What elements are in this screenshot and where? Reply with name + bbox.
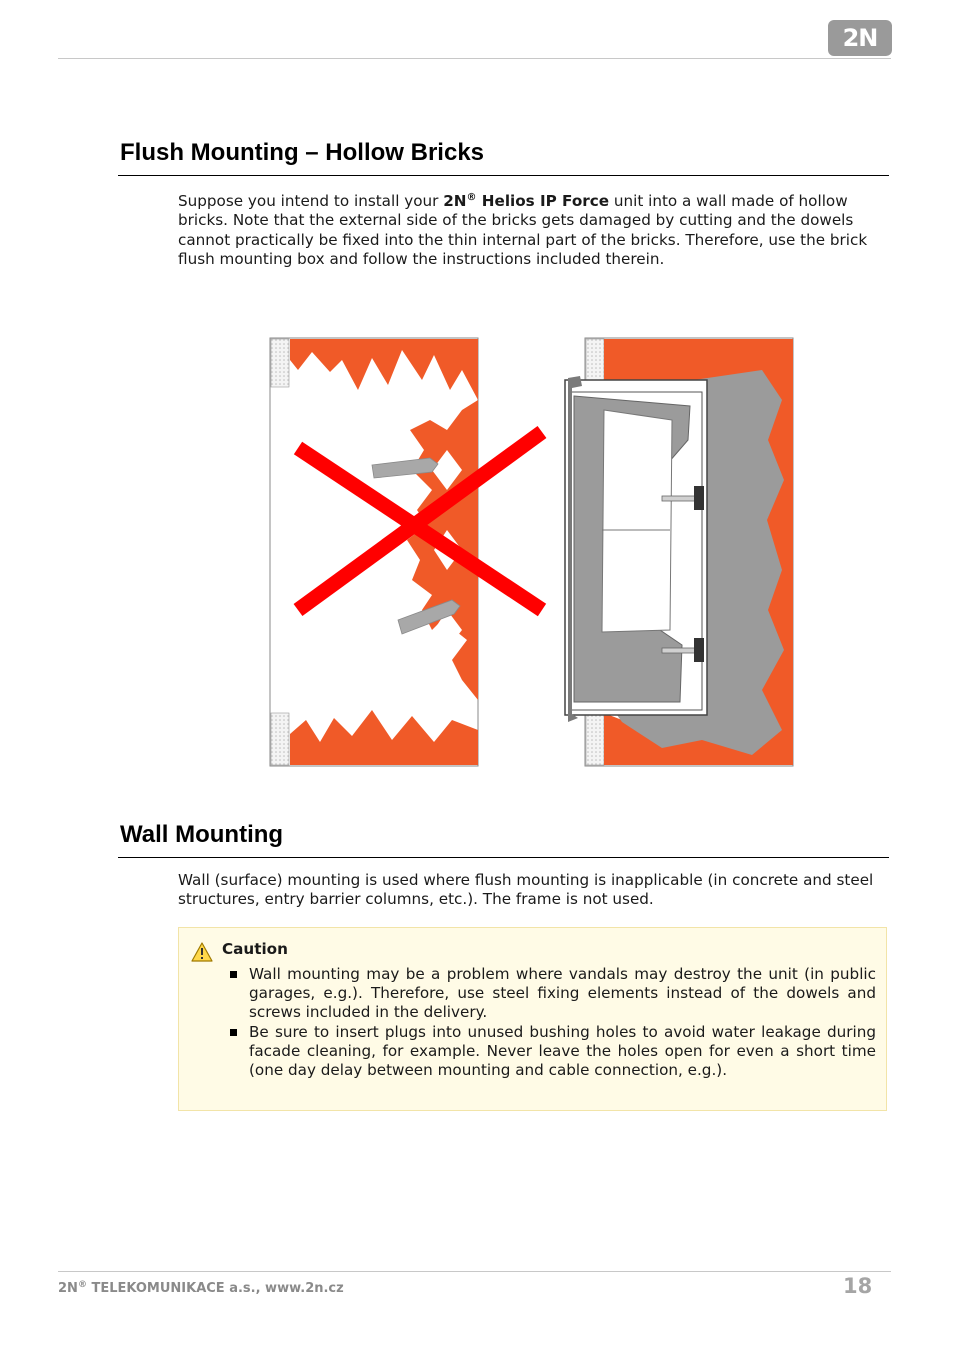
title-underline — [118, 857, 889, 858]
hollow-brick-mounting-illustration — [262, 330, 802, 774]
section-title-flush-mounting: Flush Mounting – Hollow Bricks — [120, 139, 485, 166]
title-underline — [118, 175, 889, 176]
incorrect-mounting-panel — [270, 338, 542, 766]
product-name: Helios IP Force — [476, 192, 610, 210]
paragraph-text: unit into a wall made of hollow bricks. Note that the external side of the bricks gets damaged by cutting and the dowels cannot practically be fixed into the thin internal part of the bricks. Therefore, use the brick flush mounting box and follow the instructions included therein. — [178, 192, 868, 269]
caution-item-text: Be sure to insert plugs into unused bushing holes to avoid water leakage during facade cleaning, for example. Never leave the holes open for even a short time (one day delay between mounting and cable connection, e.g.). — [249, 1022, 876, 1080]
paragraph-text: Suppose you intend to install your — [178, 192, 444, 210]
footer-brand: 2N — [58, 1281, 78, 1296]
flush-mounting-paragraph — [178, 192, 878, 270]
registered-mark: ® — [77, 1280, 87, 1290]
caution-title: Caution — [222, 940, 288, 958]
registered-mark: ® — [466, 192, 477, 203]
warning-triangle-icon — [191, 942, 213, 962]
page-number: 18 — [843, 1274, 873, 1298]
caution-item — [249, 965, 876, 1023]
header-divider — [58, 58, 891, 59]
bullet-icon — [230, 1029, 237, 1036]
footer-divider — [58, 1271, 891, 1272]
bullet-icon — [230, 971, 237, 978]
footer-company — [58, 1281, 344, 1296]
wall-mounting-paragraph: Wall (surface) mounting is used where flush mounting is inapplicable (in concrete and steel structures, entry barrier columns, etc.). The frame is not used. — [178, 871, 874, 909]
correct-mounting-panel — [565, 338, 793, 766]
caution-item — [249, 1023, 876, 1081]
caution-box — [178, 927, 887, 1111]
section-title-wall-mounting: Wall Mounting — [120, 821, 284, 848]
caution-list — [249, 965, 876, 1080]
brand-name: 2N — [443, 192, 467, 210]
caution-item-text: Wall mounting may be a problem where vandals may destroy the unit (in public garages, e.g.). Therefore, use steel fixing elements instead of the dowels and screws included in the delivery. — [249, 965, 876, 1022]
footer-company-text: TELEKOMUNIKACE a.s., www.2n.cz — [86, 1281, 344, 1296]
2n-logo: 2N — [828, 20, 892, 56]
